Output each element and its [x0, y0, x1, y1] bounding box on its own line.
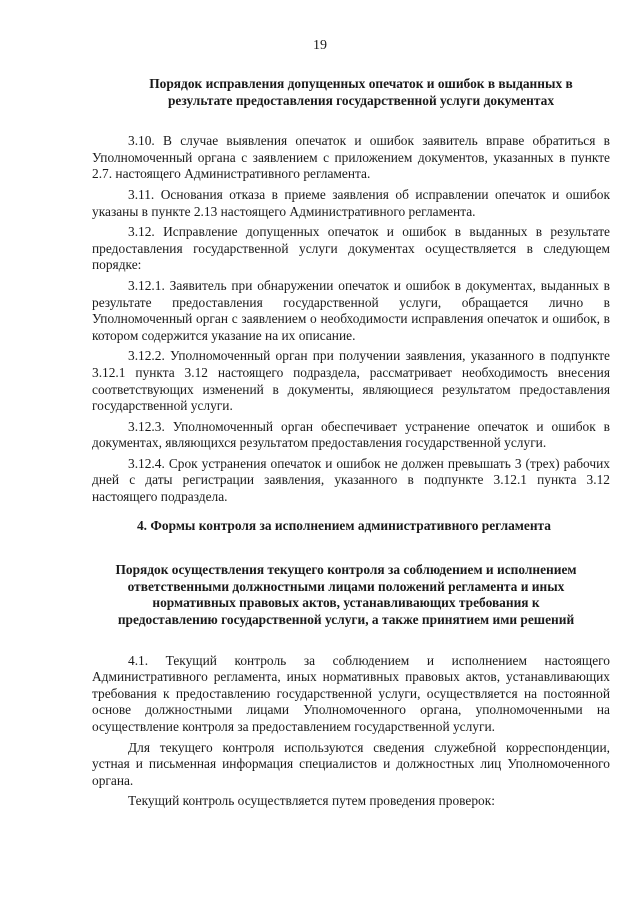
paragraph-3-12-4: 3.12.4. Срок устранения опечаток и ошибок не должен превышать 3 (трех) рабочих дней с даты регистрации заявления, указанного в подпункте 3.12.1 пункта 3.12 настоящего подраздела.	[92, 455, 610, 505]
paragraph-4-1: 4.1. Текущий контроль за соблюдением и исполнением настоящего Административного регламента, иных нормативных правовых актов, устанавливающих требования к предоставлению государственной услуги, осуществляется на постоянной основе должностными лицами Уполномоченного органа, уполномоченными на осуществление контроля за предоставлением государственной услуги.	[92, 652, 610, 734]
paragraph-control-checks: Текущий контроль осуществляется путем проведения проверок:	[128, 793, 495, 809]
paragraph-3-10: 3.10. В случае выявления опечаток и ошибок заявитель вправе обратиться в Уполномоченный органа с заявлением с приложением документов, указанных в пункте 2.7. настоящего Административного регламента.	[92, 133, 610, 182]
paragraph-3-11: 3.11. Основания отказа в приеме заявления об исправлении опечаток и ошибок указаны в пункте 2.13 настоящего Административного регламента.	[92, 186, 610, 219]
paragraph-3-12-3: 3.12.3. Уполномоченный орган обеспечивает устранение опечаток и ошибок в документах, являющихся результатом предоставления государственной услуги.	[92, 418, 610, 451]
section-4-heading: 4. Формы контроля за исполнением административного регламента	[136, 517, 551, 533]
subsection-heading: Порядок осуществления текущего контроля за соблюдением и исполнением ответственными должностными лицами положений регламента и иных нормативных правовых актов, устанавливающих требования к предоставлению государственной услуги, а также принятием ими решений	[115, 562, 577, 628]
section-3-heading: Порядок исправления допущенных опечаток и ошибок в выданных в результате предоставления государственной услуги документах	[149, 76, 573, 108]
paragraph-3-12: 3.12. Исправление допущенных опечаток и ошибок в выданных в результате предоставления государственной услуги документах осуществляется в следующем порядке:	[92, 224, 610, 273]
paragraph-3-12-2: 3.12.2. Уполномоченный орган при получении заявления, указанного в подпункте 3.12.1 пункта 3.12 настоящего подраздела, рассматривает необходимость внесения соответствующих изменений в документы, являющиеся результатом предоставления государственной услуги.	[92, 348, 610, 414]
document-body	[92, 76, 610, 814]
paragraph-control-sources: Для текущего контроля используются сведения служебной корреспонденции, устная и письменная информация специалистов и должностных лиц Уполномоченного органа.	[92, 739, 610, 788]
paragraph-3-12-1: 3.12.1. Заявитель при обнаружении опечаток и ошибок в документах, выданных в результате предоставления государственной услуги, обращается лично в Уполномоченный орган с заявлением о необходимости исправления опечаток и ошибок, в котором содержится указание на их описание.	[92, 277, 610, 343]
page-number: 19	[313, 38, 327, 53]
